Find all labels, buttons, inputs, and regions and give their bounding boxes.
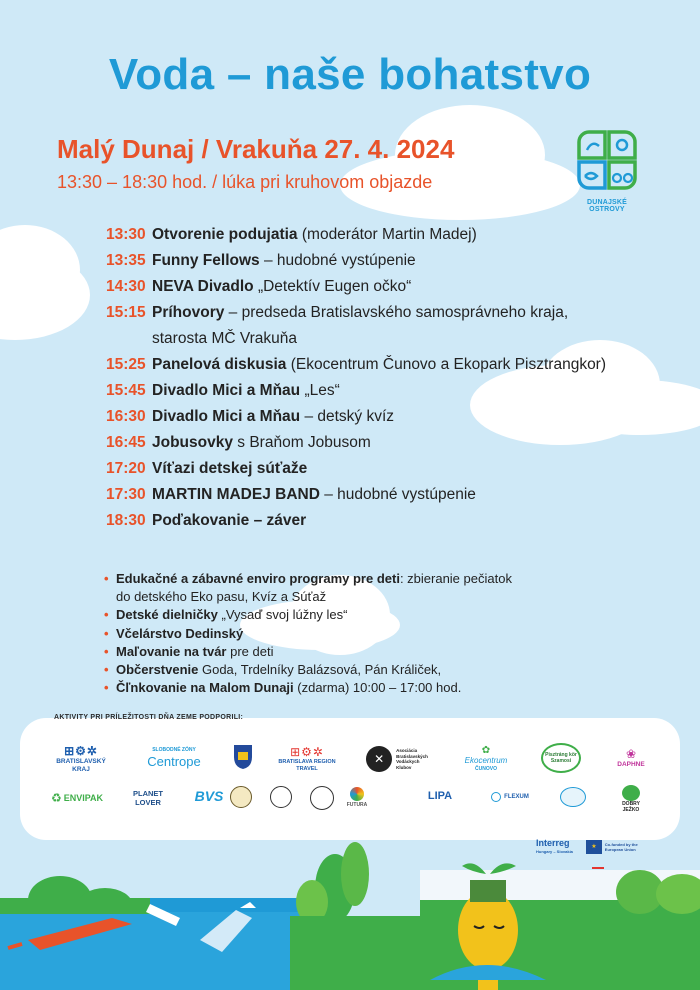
planet-text-2: LOVER (135, 798, 161, 807)
centrope-logo (136, 744, 212, 770)
schedule-row (106, 456, 666, 482)
schedule-time: 15:15 (106, 304, 146, 321)
asociacia-logo (362, 744, 432, 774)
schedule-detail: „Detektív Eugen očko“ (253, 278, 412, 295)
bullet-icon: • (104, 643, 109, 659)
pisztrang-logo (536, 738, 586, 778)
asoc-line-2: Bratislavských (396, 753, 428, 759)
schedule-time: 15:45 (106, 382, 146, 399)
futura-emblem-icon (350, 787, 364, 801)
schedule-title: Funny Fellows (152, 252, 260, 269)
schedule-time: 17:30 (106, 486, 146, 503)
schedule-list (106, 222, 666, 534)
event-time-place: 13:30 – 18:30 hod. / lúka pri kruhovom objazde (57, 172, 433, 192)
activity-title: Edukačné a zábavné enviro programy pre deti (116, 571, 400, 586)
bratislava-region-travel-logo (272, 744, 342, 774)
activity-title: Občerstvenie (116, 662, 199, 678)
activities-list (104, 570, 584, 697)
schedule-time: 18:30 (106, 512, 146, 529)
brt-text-1: BRATISLAVA REGION (278, 759, 336, 765)
schedule-detail-line2: starosta MČ Vrakuňa (152, 330, 298, 347)
activity-item (104, 679, 584, 697)
schedule-time: 13:30 (106, 226, 146, 243)
schedule-row (106, 508, 666, 534)
activity-title: Čľnkovanie na Malom Dunaji (116, 680, 294, 696)
bvs-text: BVS (194, 788, 224, 804)
schedule-row (106, 222, 666, 248)
logo-caption: DUNAJSKÉ OSTROVY (586, 199, 628, 213)
activity-detail: (zdarma) 10:00 – 17:00 hod. (293, 680, 462, 696)
brt-text-2: TRAVEL (296, 766, 318, 772)
goda-logo (268, 784, 294, 810)
dobry-jezko-logo (616, 782, 646, 816)
activity-item (104, 643, 584, 661)
schedule-detail: „Les“ (300, 382, 340, 399)
interreg-text: Interreg (536, 838, 570, 848)
schedule-title: Príhovory (152, 304, 225, 321)
cunovo-text: ČUNOVO (475, 766, 497, 772)
bsk-text: BRATISLAVSKÝ KRAJ (56, 758, 106, 773)
schedule-detail: (moderátor Martin Madej) (297, 226, 477, 243)
futura-logo (338, 784, 376, 812)
schedule-detail: – hudobné vystúpenie (259, 252, 416, 269)
schedule-row (106, 404, 666, 430)
ekocentrum-logo (456, 742, 516, 776)
islands-logo-icon (575, 128, 639, 192)
schedule-title: Divadlo Mici a Mňau (152, 382, 301, 399)
landscape-illustration (0, 840, 700, 990)
schedule-time: 16:45 (106, 434, 146, 451)
globe-logo (308, 784, 336, 812)
schedule-time: 13:35 (106, 252, 146, 269)
schedule-row (106, 482, 666, 508)
schedule-title: Víťazi detskej súťaže (152, 460, 308, 477)
hedgehog-icon (622, 785, 640, 801)
schedule-row (106, 300, 666, 352)
schedule-title: Otvorenie podujatia (152, 226, 298, 243)
bullet-icon: • (104, 571, 109, 586)
bullet-icon: • (104, 662, 109, 678)
schedule-title: Poďakovanie – záver (152, 512, 307, 529)
lipa-text: LIPA (427, 790, 453, 802)
schedule-detail: – detský kvíz (300, 408, 395, 425)
envipak-text: ENVIPAK (63, 793, 104, 803)
page-title: Voda – naše bohatstvo (108, 50, 592, 99)
centrope-small-text: SLOBODNÉ ZÓNY (152, 746, 196, 753)
ekocentrum-text: Ekocentrum (464, 756, 508, 765)
schedule-title: MARTIN MADEJ BAND (152, 486, 320, 503)
schedule-row (106, 430, 666, 456)
asoc-line-4: Klubov (396, 764, 412, 770)
sponsors-label: AKTIVITY PRI PRÍLEŽITOSTI DŇA ZEME PODPORILI: (54, 714, 244, 721)
schedule-row (106, 248, 666, 274)
activity-detail: : zbieranie pečiatok (399, 571, 512, 586)
activity-item (104, 570, 584, 606)
brt-emblem-icon: ⊞⚙✲ (290, 745, 324, 759)
activity-title: Maľovanie na tvár (116, 643, 227, 659)
futura-text: FUTURA (346, 802, 368, 808)
cloud-decoration (20, 718, 680, 840)
coat-of-arms-icon (233, 744, 253, 770)
planet-lover-logo (128, 785, 168, 811)
activity-item (104, 606, 584, 624)
schedule-time: 16:30 (106, 408, 146, 425)
activity-detail: Goda, Trdelníky Balázsová, Pán Králiček, (198, 662, 442, 678)
schedule-detail: – hudobné vystúpenie (319, 486, 476, 503)
vrakuna-coat-of-arms (232, 743, 254, 771)
dedinsky-logo (228, 784, 254, 810)
bsk-emblem-icon: ⊞⚙✲ (64, 744, 98, 758)
activity-detail-line2: do detského Eko pasu, Kvíz a Súťaž (116, 589, 327, 605)
bullet-icon: • (104, 680, 109, 696)
flexum-circle-icon (491, 792, 501, 802)
planet-text-1: PLANET (133, 789, 163, 798)
daphne-text: DAPHNE (617, 761, 645, 768)
schedule-detail: (Ekocentrum Čunovo a Ekopark Pisztrangkor) (286, 356, 607, 373)
dunajske-ostrovy-logo (570, 128, 644, 213)
activity-title: Detské dielničky (116, 607, 218, 623)
activity-item (104, 625, 584, 643)
river-club-logo (558, 784, 588, 810)
activity-title: Včelárstvo Dedinský (116, 625, 244, 641)
bullet-icon: • (104, 607, 109, 623)
schedule-time: 17:20 (106, 460, 146, 477)
schedule-time: 14:30 (106, 278, 146, 295)
lipa-logo (420, 786, 460, 806)
pisztrang-text: Pisztráng kör Szamosi (545, 752, 577, 764)
leaf-icon: ✿ (481, 745, 491, 756)
activity-item (104, 661, 584, 679)
schedule-time: 15:25 (106, 356, 146, 373)
bsk-logo (48, 744, 114, 774)
interreg-sub: Hungary – Slovakia (536, 849, 573, 854)
schedule-detail: s Braňom Jobusom (232, 434, 371, 451)
schedule-row (106, 352, 666, 378)
schedule-detail: – predseda Bratislavského samosprávneho kraja, (224, 304, 569, 321)
bee-icon (230, 786, 252, 808)
daphne-logo (608, 742, 654, 774)
schedule-title: Jobusovky (152, 434, 233, 451)
paddles-icon: ✕ (366, 746, 392, 772)
schedule-title: Panelová diskusia (152, 356, 287, 373)
asoc-line-1: Asociácia (396, 748, 418, 753)
schedule-row (106, 274, 666, 300)
schedule-title: Divadlo Mici a Mňau (152, 408, 301, 425)
eu-text: Co-funded by the European Union (604, 842, 638, 852)
event-date-place: Malý Dunaj / Vrakuňa 27. 4. 2024 (57, 134, 455, 164)
river-icon (560, 787, 586, 807)
flexum-logo (488, 788, 532, 806)
schedule-row (106, 378, 666, 404)
bullet-icon: • (104, 625, 109, 641)
eu-flag-icon: ★ (586, 840, 602, 854)
centrope-text: Centrope (147, 753, 201, 769)
flower-icon: ❀ (625, 747, 637, 761)
recycle-icon: ♻ (50, 791, 62, 805)
flexum-text: FLEXUM (504, 794, 529, 800)
globe-icon (310, 786, 334, 810)
dobry-text-1: DOBRY (622, 801, 640, 807)
schedule-title: NEVA Divadlo (152, 278, 254, 295)
goda-emblem-icon (270, 786, 292, 808)
activity-detail: pre deti (226, 643, 274, 659)
bvs-logo (190, 785, 228, 807)
envipak-logo (48, 788, 106, 808)
activity-detail: „Vysaď svoj lúžny les“ (217, 607, 348, 623)
asoc-line-3: Vodáckych (396, 759, 420, 764)
dobry-text-2: JEŽKO (622, 807, 640, 813)
